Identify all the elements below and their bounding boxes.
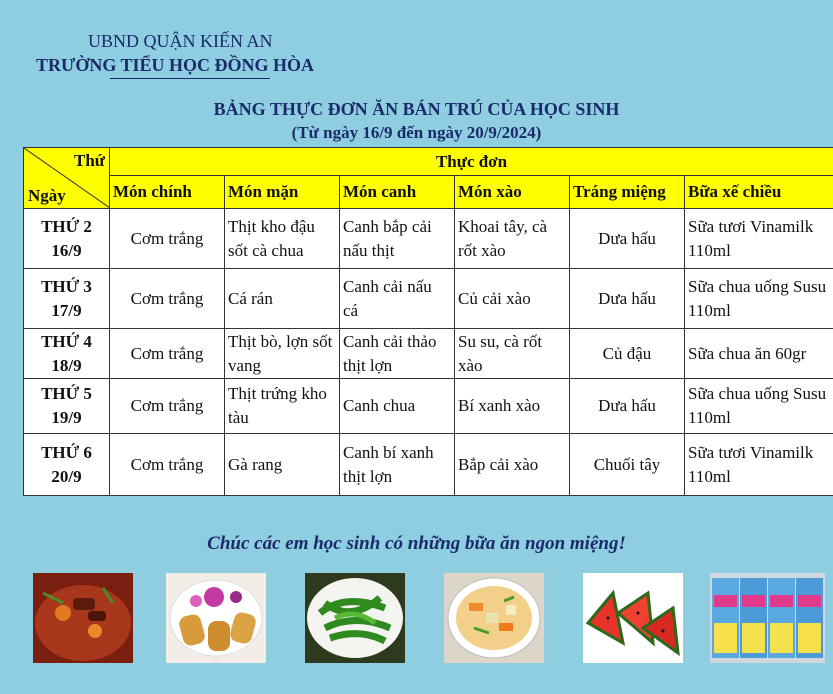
dessert: Chuối tây <box>570 434 685 496</box>
col-header-soup: Món canh <box>340 176 455 209</box>
main-dish: Cơm trắng <box>110 329 225 379</box>
day-cell <box>24 329 110 379</box>
soup-dish: Canh bắp cải nấu thịt <box>340 209 455 269</box>
afternoon-snack: Sữa tươi Vinamilk 110ml <box>685 209 833 269</box>
afternoon-snack: Sữa chua uống Susu 110ml <box>685 379 833 434</box>
stirfry-dish: Su su, cà rốt xào <box>455 329 570 379</box>
col-header-savory: Món mặn <box>225 176 340 209</box>
soup-dish: Canh cải thảo thịt lợn <box>340 329 455 379</box>
main-dish: Cơm trắng <box>110 379 225 434</box>
table-row <box>24 379 833 434</box>
date-label: 17/9 <box>51 300 82 320</box>
day-cell <box>24 209 110 269</box>
dessert: Dưa hấu <box>570 269 685 329</box>
table-row <box>24 434 833 496</box>
main-dish: Cơm trắng <box>110 269 225 329</box>
day-label: THỨ 5 <box>41 384 92 403</box>
school-name: TRƯỜNG TIỂU HỌC ĐỒNG HÒA <box>36 55 315 75</box>
date-label: 19/9 <box>51 408 82 427</box>
stirfry-dish: Khoai tây, cà rốt xào <box>455 209 570 269</box>
watermelon-photo <box>583 573 683 663</box>
afternoon-snack: Sữa chua uống Susu 110ml <box>685 269 833 329</box>
stirfry-dish: Bắp cải xào <box>455 434 570 496</box>
table-row <box>24 329 833 379</box>
col-header-dessert: Tráng miệng <box>570 176 685 209</box>
soup-dish: Canh chua <box>340 379 455 434</box>
page-title: BẢNG THỰC ĐƠN ĂN BÁN TRÚ CỦA HỌC SINH <box>213 99 620 119</box>
menu-table <box>23 147 833 496</box>
day-label: THỨ 4 <box>41 331 92 351</box>
dessert: Dưa hấu <box>570 209 685 269</box>
date-range: (Từ ngày 16/9 đến ngày 20/9/2024) <box>291 123 542 142</box>
main-dish: Cơm trắng <box>110 434 225 496</box>
soup-bowl-photo <box>444 573 544 663</box>
col-header-main: Món chính <box>110 176 225 209</box>
savory-dish: Thịt trứng kho tàu <box>225 379 340 434</box>
savory-dish: Cá rán <box>225 269 340 329</box>
savory-dish: Thịt bò, lợn sốt vang <box>225 329 340 379</box>
corner-day-label: Thứ <box>74 151 105 170</box>
dessert: Dưa hấu <box>570 379 685 434</box>
afternoon-snack: Sữa tươi Vinamilk 110ml <box>685 434 833 496</box>
milk-carton-photo <box>710 573 825 663</box>
table-row <box>24 269 833 329</box>
day-label: THỨ 3 <box>41 276 92 296</box>
wish-message: Chúc các em học sinh có những bữa ăn ngon miệng! <box>207 533 626 554</box>
header-underline <box>110 78 270 79</box>
main-dish: Cơm trắng <box>110 209 225 269</box>
col-header-stirfry: Món xào <box>455 176 570 209</box>
district-name: UBND QUẬN KIẾN AN <box>88 31 273 51</box>
date-label: 20/9 <box>51 466 82 486</box>
day-label: THỨ 2 <box>41 216 92 236</box>
stir-fried-greens-photo <box>305 573 405 663</box>
day-cell <box>24 434 110 496</box>
table-row <box>24 209 833 269</box>
menu-header: Thực đơn <box>110 148 833 176</box>
beef-stew-photo <box>33 573 133 663</box>
savory-dish: Thịt kho đậu sốt cà chua <box>225 209 340 269</box>
day-label: THỨ 6 <box>41 442 92 462</box>
day-cell <box>24 269 110 329</box>
fried-fish-photo <box>166 573 266 663</box>
date-label: 18/9 <box>51 355 82 375</box>
day-cell <box>24 379 110 434</box>
soup-dish: Canh cải nấu cá <box>340 269 455 329</box>
stirfry-dish: Củ cải xào <box>455 269 570 329</box>
stirfry-dish: Bí xanh xào <box>455 379 570 434</box>
savory-dish: Gà rang <box>225 434 340 496</box>
soup-dish: Canh bí xanh thịt lợn <box>340 434 455 496</box>
col-header-snack: Bữa xế chiều <box>685 176 833 209</box>
dessert: Củ đậu <box>570 329 685 379</box>
corner-cell <box>24 148 110 209</box>
date-label: 16/9 <box>51 240 82 260</box>
corner-date-label: Ngày <box>28 186 66 205</box>
afternoon-snack: Sữa chua ăn 60gr <box>685 329 833 379</box>
